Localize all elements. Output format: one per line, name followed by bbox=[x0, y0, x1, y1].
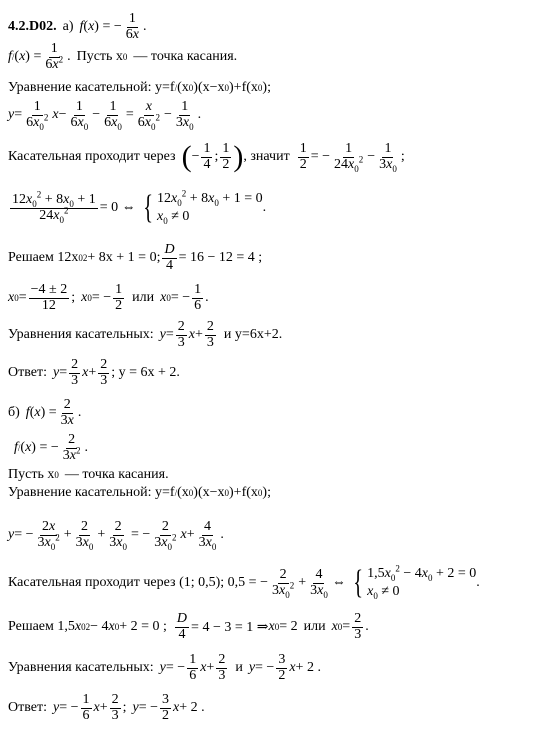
line-a-function: 4.2.D02. а) f ( x ) = − $\frac{1}{6x}$ . bbox=[8, 11, 147, 42]
means-label: , значит bbox=[243, 149, 290, 165]
and-label-b: и bbox=[235, 660, 243, 676]
passes-label-b: Касательная проходит через bbox=[8, 575, 176, 591]
line-a-roots: x 0 = $\frac{-4 \pm 2}{12}$ ; x 0 = − $\frac{1}{2}$ или x 0 = − $\frac{1}{6}$ . bbox=[8, 282, 209, 313]
passes-label: Касательная проходит через bbox=[8, 149, 176, 165]
and-label-a: и bbox=[223, 327, 232, 343]
line-a-solve: Решаем 12x 0 2 + 8x + 1 = 0; $\frac{D}{4}$ = 16 − 12 = 4 ; bbox=[8, 242, 263, 273]
line-b-solve: Решаем 1,5 x 0 2 − 4 x 0 + 2 = 0 ; $\frac{D}{4}$ = 4 − 3 = 1 ⇒ x 0 = 2 или x 0 = $\frac{2}{3}$ . bbox=[8, 611, 369, 642]
line-a-equation: $\frac{12x_0^2 + 8x_0 + 1}{24x_0^2}$ = 0 ⇔ { $12x_0^2 + 8x_0 + 1 = 0$ $x_0 \ne 0$ . bbox=[12, 188, 267, 227]
line-b-expansion: y = − $\frac{2x}{3x_0^2}$ + $\frac{2}{3x_0}$ + $\frac{2}{3x_0}$ = − $\frac{2}{3x_0^2}$ x + $\frac{4}{3x_0}$ . bbox=[8, 519, 224, 552]
line-a-tangent-eq: Уравнение касательной: y=f / (x 0 )(x−x 0 )+f(x 0 ); bbox=[8, 80, 271, 95]
line-b-derivative: f / ( x ) = − $\frac{2}{3x^2}$ . bbox=[14, 432, 88, 463]
tangent-point-text-b: — точка касания. bbox=[64, 467, 169, 482]
tangents-label-b: Уравнения касательных: bbox=[8, 660, 154, 676]
tangent-point-text: — точка касания. bbox=[133, 49, 238, 65]
b-point: (1; 0,5) bbox=[179, 575, 221, 591]
part-a-label: а) bbox=[62, 19, 74, 35]
answer-label-b: Ответ: bbox=[8, 700, 47, 716]
line-b-function: б) f ( x ) = $\frac{2}{3x}$ . bbox=[8, 397, 82, 428]
line-b-passes: Касательная проходит через (1; 0,5) ; 0,5 = − $\frac{2}{3x_0^2}$ + $\frac{4}{3x_0}$ ⇔ { $1,5x_0^2 - 4x_0 + 2 = 0$ $x_0 \ne 0$ . bbox=[8, 563, 480, 602]
line-a-tangents: Уравнения касательных: y = $\frac{2}{3}$ x + $\frac{2}{3}$ и y=6x+2. bbox=[8, 319, 283, 350]
tangent-eq-label-b: Уравнение касательной: y=f bbox=[8, 485, 175, 500]
let-x0-text: Пусть x bbox=[76, 49, 123, 65]
answer-label-a: Ответ: bbox=[8, 365, 47, 381]
line-b-let: Пусть x 0 — точка касания. bbox=[8, 467, 169, 482]
solve-label-b: Решаем bbox=[8, 619, 54, 635]
tangents-label-a: Уравнения касательных: bbox=[8, 327, 154, 343]
part-b-label: б) bbox=[8, 405, 20, 421]
line-a-expansion: y = $\frac{1}{6x_0^2}$ x − $\frac{1}{6x_0}$ − $\frac{1}{6x_0}$ = $\frac{x}{6x_0^2}$ − $\frac{1}{3x_0}$ . bbox=[8, 99, 202, 132]
line-b-tangents: Уравнения касательных: y = − $\frac{1}{6}$ x + $\frac{2}{3}$ и y = − $\frac{3}{2}$ x + 2 . bbox=[8, 652, 321, 683]
line-a-passes: Касательная проходит через ( − $\frac{1}{4}$ ; $\frac{1}{2}$ ) , значит $\frac{1}{2}$ = − $\frac{1}{24x_0^2}$ − $\frac{1}{3x_0}$ ; bbox=[8, 140, 405, 174]
a-tangent-tail: y=6x+2. bbox=[234, 327, 283, 343]
line-b-answer: Ответ: y = − $\frac{1}{6}$ x + $\frac{2}{3}$ ; y = − $\frac{3}{2}$ x + 2 . bbox=[8, 692, 205, 723]
problem-number: 4.2.D02. bbox=[8, 19, 57, 35]
line-b-tangent-eq: Уравнение касательной: y=f / (x 0 )(x−x 0 )+f(x 0 ); bbox=[8, 485, 271, 500]
let-x0-text-b: Пусть x bbox=[8, 467, 55, 482]
tangent-eq-label: Уравнение касательной: y=f bbox=[8, 80, 175, 95]
line-a-derivative: f / ( x ) = $\frac{1}{6x^2}$ . Пусть x 0 — точка касания. bbox=[8, 41, 238, 72]
or-label-1: или bbox=[132, 290, 155, 306]
a-answer-tail: ; y = 6x + 2. bbox=[111, 365, 180, 381]
solve-label: Решаем bbox=[8, 250, 54, 266]
or-label-2: или bbox=[303, 619, 326, 635]
line-a-answer: Ответ: y = $\frac{2}{3}$ x + $\frac{2}{3}$ ; y = 6x + 2. bbox=[8, 357, 180, 388]
